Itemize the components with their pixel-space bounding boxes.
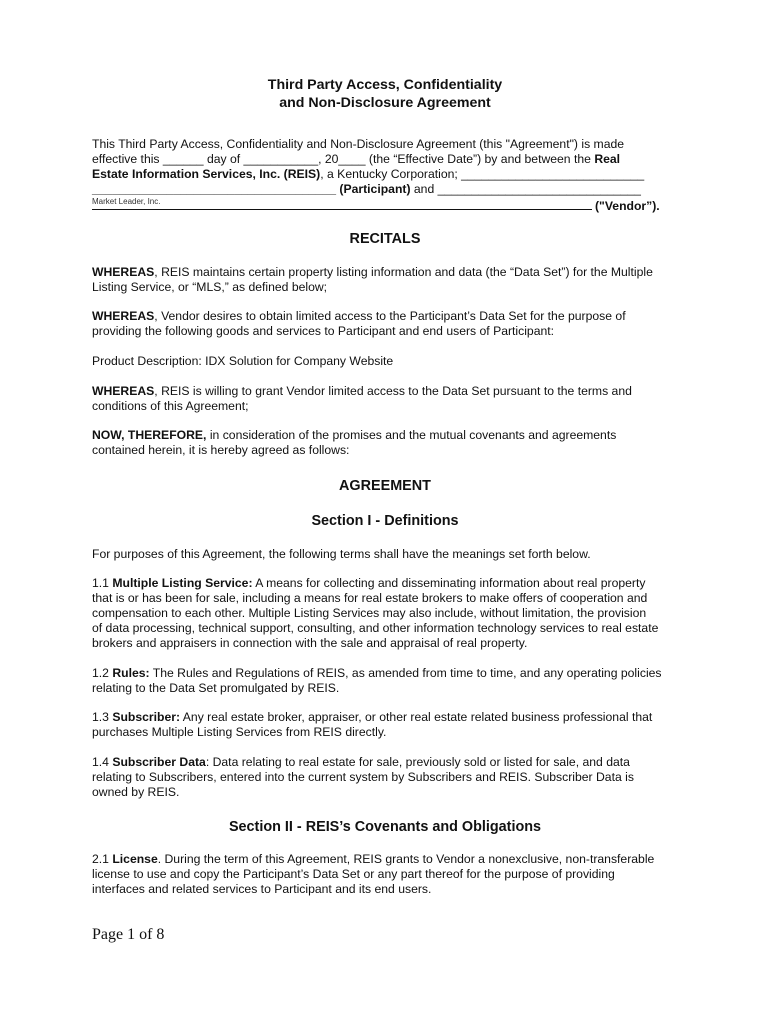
definition-1-4-line-1 — [92, 755, 682, 770]
intro-line-4-text: and ______________________________ — [410, 182, 641, 196]
intro-line-1: This Third Party Access, Confidentiality and Non-Disclosure Agreement (this "Agreement") is made — [92, 137, 625, 151]
recital-1 — [92, 265, 682, 295]
definition-1-1-text: A means for collecting and disseminating information about real property — [252, 576, 646, 590]
definition-1-1-line-1 — [92, 576, 682, 591]
definition-1-1-line-4: of data processing, technical support, consulting, and other information technology services to real estate — [92, 621, 659, 635]
definitions-intro-text: For purposes of this Agreement, the following terms shall have the meanings set forth below. — [92, 547, 591, 561]
intro-line-2-bold: Real — [594, 152, 621, 166]
product-description — [92, 354, 682, 369]
section-1-heading: Section I - Definitions — [311, 513, 459, 529]
definition-1-1-line-3: compensation to each other. Multiple Listing Services may also include, without limitation, the provision — [92, 606, 647, 620]
recital-2 — [92, 309, 682, 339]
recital-3-whereas: WHEREAS — [92, 384, 155, 398]
agreement-heading: AGREEMENT — [339, 478, 431, 494]
definition-1-4-number: 1.4 — [92, 755, 113, 769]
intro-line-2-text: effective this ______ day of ___________, 20____ (the “Effective Date”) by and between the — [92, 152, 595, 166]
vendor-blank-rule — [92, 209, 592, 210]
reis-name: Estate Information Services, Inc. (REIS) — [92, 167, 321, 181]
definition-1-4-line-2: relating to Subscribers, entered into the current system by Subscribers and REIS. Subscriber Data is — [92, 770, 634, 784]
definition-1-2-line-2: relating to the Data Set promulgated by REIS. — [92, 681, 340, 695]
clause-2-1-text: . During the term of this Agreement, REIS grants to Vendor a nonexclusive, non-transferable — [157, 852, 655, 866]
recital-4-now-therefore: NOW, THEREFORE, — [92, 428, 207, 442]
clause-2-1-number: 2.1 — [92, 852, 113, 866]
recital-3 — [92, 384, 682, 414]
recitals-heading: RECITALS — [349, 231, 421, 247]
participant-label: (Participant) — [336, 182, 411, 196]
definitions-intro — [92, 547, 682, 562]
recital-1-whereas: WHEREAS — [92, 265, 155, 279]
recital-4 — [92, 428, 682, 458]
definition-1-4-line-3: owned by REIS. — [92, 785, 180, 799]
market-leader-label: Market Leader, Inc. — [92, 197, 161, 206]
document-title — [0, 76, 770, 112]
recital-4-text: in consideration of the promises and the mutual covenants and agreements — [206, 428, 617, 442]
recital-1-line-1 — [92, 265, 682, 280]
clause-2-1-line-3: interfaces and related services to Participant and its end users. — [92, 882, 432, 896]
title-line-2: and Non-Disclosure Agreement — [279, 95, 491, 111]
definition-1-3-line-1 — [92, 710, 682, 725]
recital-2-whereas: WHEREAS — [92, 309, 155, 323]
definition-1-1-line-2: that is or has been for sale, including a means for real estate brokers to make offers of cooperation and — [92, 591, 648, 605]
definition-1-4 — [92, 755, 682, 800]
definition-1-2-term: Rules: — [112, 666, 150, 680]
recital-1-line-2: Listing Service, or “MLS,” as defined below; — [92, 280, 328, 294]
definition-1-1-term: Multiple Listing Service: — [112, 576, 253, 590]
recital-4-line-2: contained herein, it is hereby agreed as follows: — [92, 443, 350, 457]
vendor-row — [92, 197, 682, 218]
recital-2-text: , Vendor desires to obtain limited access to the Participant’s Data Set for the purpose of — [154, 309, 626, 323]
clause-2-1-term: License — [112, 852, 158, 866]
intro-line-2 — [92, 152, 682, 167]
definition-1-2-number: 1.2 — [92, 666, 113, 680]
participant-blank: ____________________________________ — [92, 182, 337, 196]
definition-1-3-text: Any real estate broker, appraiser, or other real estate related business professional that — [180, 710, 653, 724]
intro-line-3-text: , a Kentucky Corporation; ___________________________ — [320, 167, 645, 181]
recital-3-text: , REIS is willing to grant Vendor limited access to the Data Set pursuant to the terms and — [154, 384, 632, 398]
definition-1-1-line-5: brokers and appraisers in connection with the sale and appraisal of real property. — [92, 636, 528, 650]
clause-2-1-line-1 — [92, 852, 682, 867]
definition-1-4-term: Subscriber Data — [112, 755, 206, 769]
title-line-1: Third Party Access, Confidentiality — [267, 77, 503, 93]
recital-2-line-1 — [92, 309, 682, 324]
definition-1-3-line-2: purchases Multiple Listing Services from REIS directly. — [92, 725, 387, 739]
definition-1-2-line-1 — [92, 666, 682, 681]
definition-1-1 — [92, 576, 682, 651]
definition-1-2-text: The Rules and Regulations of REIS, as amended from time to time, and any operating policies — [149, 666, 662, 680]
recital-1-text: , REIS maintains certain property listing information and data (the “Data Set”) for the Multiple — [154, 265, 653, 279]
vendor-label: ("Vendor”). — [595, 199, 660, 213]
definition-1-3 — [92, 710, 682, 740]
intro-line-4 — [92, 182, 682, 197]
recital-3-line-1 — [92, 384, 682, 399]
recital-2-line-2: providing the following goods and services to Participant and end users of Participant: — [92, 324, 555, 338]
page-number: Page 1 of 8 — [92, 926, 165, 943]
product-description-text: Product Description: IDX Solution for Company Website — [92, 354, 394, 368]
definition-1-2 — [92, 666, 682, 696]
definition-1-1-number: 1.1 — [92, 576, 113, 590]
section-2-heading: Section II - REIS’s Covenants and Obligations — [228, 819, 542, 835]
clause-2-1 — [92, 852, 682, 897]
clause-2-1-line-2: license to use and copy the Participant’s Data Set or any part thereof for the purpose of providing — [92, 867, 615, 881]
definition-1-3-number: 1.3 — [92, 710, 113, 724]
definition-1-3-term: Subscriber: — [112, 710, 181, 724]
recital-3-line-2: conditions of this Agreement; — [92, 399, 249, 413]
definition-1-4-text: : Data relating to real estate for sale, previously sold or listed for sale, and data — [205, 755, 630, 769]
intro-paragraph — [92, 137, 682, 218]
recital-4-line-1 — [92, 428, 682, 443]
intro-line-3 — [92, 167, 682, 182]
